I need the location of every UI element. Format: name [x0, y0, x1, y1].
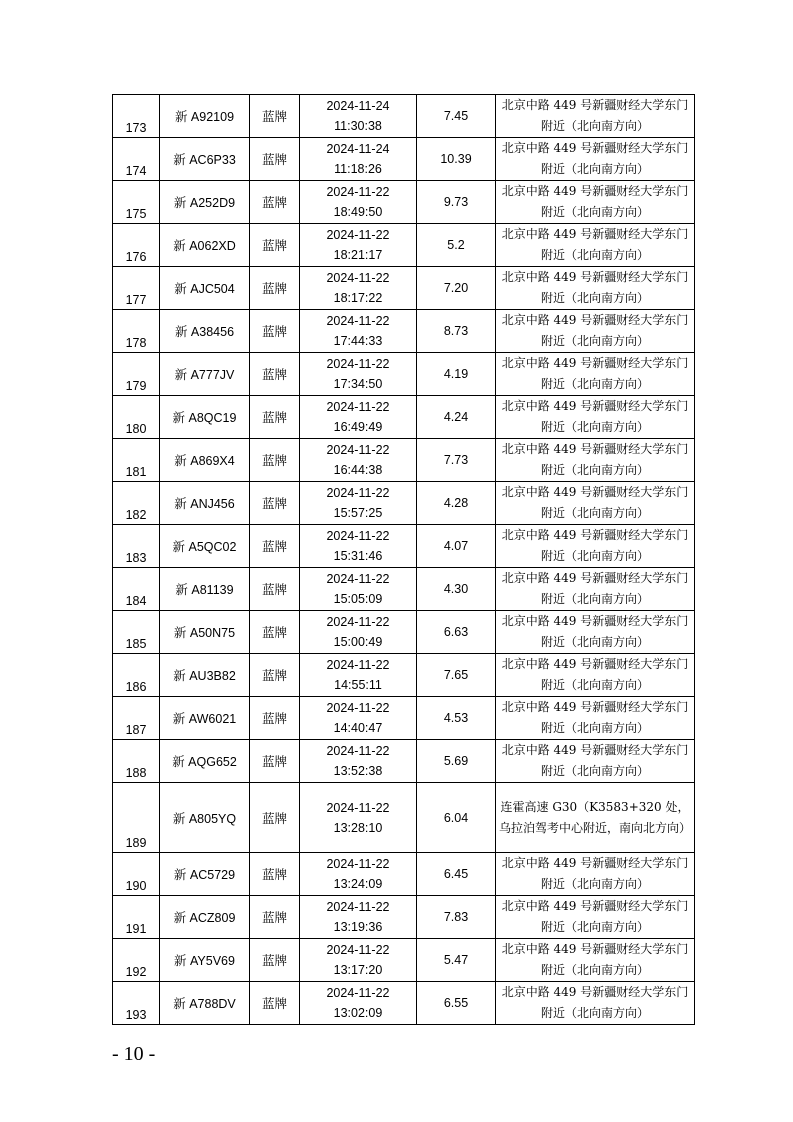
plate-number-cell: 新 A062XD	[160, 224, 250, 267]
row-index-cell: 176	[113, 224, 160, 267]
location-cell: 北京中路 449 号新疆财经大学东门附近（北向南方向）	[496, 740, 695, 783]
capture-date: 2024-11-22	[326, 800, 390, 815]
capture-date: 2024-11-24	[326, 99, 390, 113]
capture-time-cell	[300, 697, 417, 740]
location-cell: 北京中路 449 号新疆财经大学东门附近（北向南方向）	[496, 95, 695, 138]
capture-clock-time: 15:31:46	[333, 549, 383, 563]
row-index-cell: 173	[113, 95, 160, 138]
table-row	[113, 697, 695, 740]
table-row	[113, 267, 695, 310]
plate-number-cell: 新 A92109	[160, 95, 250, 138]
capture-time-cell	[300, 896, 417, 939]
records-table	[112, 94, 695, 1025]
measured-value-cell: 7.20	[417, 267, 496, 310]
measured-value-cell: 6.63	[417, 611, 496, 654]
capture-clock-time: 16:49:49	[333, 420, 383, 434]
location-cell: 连霍高速 G30（K3583+320 处，乌拉泊驾考中心附近，南向北方向）	[496, 783, 695, 853]
plate-color-cell: 蓝牌	[250, 267, 300, 310]
measured-value-cell: 4.30	[417, 568, 496, 611]
location-cell: 北京中路 449 号新疆财经大学东门附近（北向南方向）	[496, 896, 695, 939]
measured-value-cell: 5.47	[417, 939, 496, 982]
table-row	[113, 353, 695, 396]
capture-clock-time: 13:52:38	[333, 764, 383, 778]
location-cell: 北京中路 449 号新疆财经大学东门附近（北向南方向）	[496, 982, 695, 1025]
plate-number-cell: 新 A788DV	[160, 982, 250, 1025]
plate-number-cell: 新 A50N75	[160, 611, 250, 654]
capture-time-cell	[300, 525, 417, 568]
row-index-cell: 190	[113, 853, 160, 896]
table-row	[113, 982, 695, 1025]
plate-number-cell: 新 AY5V69	[160, 939, 250, 982]
location-cell: 北京中路 449 号新疆财经大学东门附近（北向南方向）	[496, 482, 695, 525]
capture-clock-time: 16:44:38	[333, 463, 383, 477]
capture-time-cell	[300, 654, 417, 697]
capture-time-cell	[300, 353, 417, 396]
row-index-cell: 183	[113, 525, 160, 568]
plate-color-cell: 蓝牌	[250, 224, 300, 267]
plate-color-cell: 蓝牌	[250, 181, 300, 224]
capture-date: 2024-11-22	[326, 400, 390, 414]
capture-date: 2024-11-22	[326, 572, 390, 586]
table-row	[113, 138, 695, 181]
location-cell: 北京中路 449 号新疆财经大学东门附近（北向南方向）	[496, 396, 695, 439]
capture-time-cell	[300, 568, 417, 611]
table-row	[113, 396, 695, 439]
capture-time-cell	[300, 982, 417, 1025]
plate-number-cell: 新 ANJ456	[160, 482, 250, 525]
capture-date: 2024-11-22	[326, 529, 390, 543]
capture-date: 2024-11-22	[326, 486, 390, 500]
capture-date: 2024-11-22	[326, 185, 390, 199]
capture-clock-time: 14:55:11	[334, 678, 382, 692]
plate-color-cell: 蓝牌	[250, 396, 300, 439]
row-index-cell: 174	[113, 138, 160, 181]
plate-color-cell: 蓝牌	[250, 853, 300, 896]
location-cell: 北京中路 449 号新疆财经大学东门附近（北向南方向）	[496, 611, 695, 654]
capture-date: 2024-11-22	[326, 443, 390, 457]
capture-clock-time: 14:40:47	[333, 721, 383, 735]
table-row	[113, 654, 695, 697]
capture-clock-time: 13:17:20	[333, 963, 383, 977]
location-cell: 北京中路 449 号新疆财经大学东门附近（北向南方向）	[496, 267, 695, 310]
table-row	[113, 95, 695, 138]
plate-number-cell: 新 A252D9	[160, 181, 250, 224]
plate-number-cell: 新 AJC504	[160, 267, 250, 310]
table-row	[113, 482, 695, 525]
capture-clock-time: 13:19:36	[333, 920, 383, 934]
capture-date: 2024-11-22	[326, 357, 390, 371]
plate-number-cell: 新 AC5729	[160, 853, 250, 896]
row-index-cell: 188	[113, 740, 160, 783]
plate-color-cell: 蓝牌	[250, 740, 300, 783]
plate-color-cell: 蓝牌	[250, 939, 300, 982]
plate-number-cell: 新 AW6021	[160, 697, 250, 740]
capture-clock-time: 15:00:49	[333, 635, 383, 649]
plate-number-cell: 新 A805YQ	[160, 783, 250, 853]
plate-color-cell: 蓝牌	[250, 439, 300, 482]
row-index-cell: 191	[113, 896, 160, 939]
location-cell: 北京中路 449 号新疆财经大学东门附近（北向南方向）	[496, 697, 695, 740]
plate-number-cell: 新 AQG652	[160, 740, 250, 783]
plate-number-cell: 新 ACZ809	[160, 896, 250, 939]
measured-value-cell: 4.24	[417, 396, 496, 439]
row-index-cell: 184	[113, 568, 160, 611]
location-cell: 北京中路 449 号新疆财经大学东门附近（北向南方向）	[496, 138, 695, 181]
records-table-body	[113, 95, 695, 1025]
location-cell: 北京中路 449 号新疆财经大学东门附近（北向南方向）	[496, 654, 695, 697]
plate-number-cell: 新 A38456	[160, 310, 250, 353]
plate-color-cell: 蓝牌	[250, 982, 300, 1025]
capture-time-cell	[300, 783, 417, 853]
plate-number-cell: 新 A81139	[160, 568, 250, 611]
capture-time-cell	[300, 439, 417, 482]
row-index-cell: 179	[113, 353, 160, 396]
location-cell: 北京中路 449 号新疆财经大学东门附近（北向南方向）	[496, 525, 695, 568]
capture-clock-time: 11:18:26	[334, 162, 382, 176]
plate-color-cell: 蓝牌	[250, 310, 300, 353]
row-index-cell: 175	[113, 181, 160, 224]
capture-clock-time: 17:34:50	[333, 377, 383, 391]
table-row	[113, 939, 695, 982]
plate-color-cell: 蓝牌	[250, 611, 300, 654]
measured-value-cell: 4.07	[417, 525, 496, 568]
capture-time-cell	[300, 853, 417, 896]
plate-color-cell: 蓝牌	[250, 654, 300, 697]
measured-value-cell: 4.53	[417, 697, 496, 740]
table-row	[113, 181, 695, 224]
measured-value-cell: 9.73	[417, 181, 496, 224]
capture-date: 2024-11-22	[326, 857, 390, 871]
row-index-cell: 186	[113, 654, 160, 697]
capture-time-cell	[300, 611, 417, 654]
measured-value-cell: 6.45	[417, 853, 496, 896]
plate-color-cell: 蓝牌	[250, 138, 300, 181]
capture-date: 2024-11-22	[326, 314, 390, 328]
location-cell: 北京中路 449 号新疆财经大学东门附近（北向南方向）	[496, 439, 695, 482]
table-row	[113, 568, 695, 611]
capture-date: 2024-11-22	[326, 228, 390, 242]
capture-date: 2024-11-22	[326, 615, 390, 629]
table-row	[113, 783, 695, 853]
measured-value-cell: 7.45	[417, 95, 496, 138]
capture-date: 2024-11-22	[326, 658, 390, 672]
table-row	[113, 224, 695, 267]
plate-number-cell: 新 A777JV	[160, 353, 250, 396]
measured-value-cell: 5.69	[417, 740, 496, 783]
plate-color-cell: 蓝牌	[250, 525, 300, 568]
plate-color-cell: 蓝牌	[250, 568, 300, 611]
capture-date: 2024-11-22	[326, 744, 390, 758]
location-cell: 北京中路 449 号新疆财经大学东门附近（北向南方向）	[496, 224, 695, 267]
capture-clock-time: 13:02:09	[333, 1006, 383, 1020]
table-row	[113, 310, 695, 353]
plate-number-cell: 新 AU3B82	[160, 654, 250, 697]
measured-value-cell: 7.65	[417, 654, 496, 697]
capture-time-cell	[300, 939, 417, 982]
row-index-cell: 177	[113, 267, 160, 310]
measured-value-cell: 5.2	[417, 224, 496, 267]
location-cell: 北京中路 449 号新疆财经大学东门附近（北向南方向）	[496, 853, 695, 896]
table-row	[113, 896, 695, 939]
capture-date: 2024-11-22	[326, 986, 390, 1000]
table-row	[113, 740, 695, 783]
measured-value-cell: 4.28	[417, 482, 496, 525]
row-index-cell: 178	[113, 310, 160, 353]
capture-time-cell	[300, 740, 417, 783]
location-cell: 北京中路 449 号新疆财经大学东门附近（北向南方向）	[496, 568, 695, 611]
measured-value-cell: 4.19	[417, 353, 496, 396]
capture-date: 2024-11-24	[326, 142, 390, 156]
table-row	[113, 525, 695, 568]
location-cell: 北京中路 449 号新疆财经大学东门附近（北向南方向）	[496, 181, 695, 224]
capture-clock-time: 13:24:09	[333, 877, 383, 891]
row-index-cell: 182	[113, 482, 160, 525]
capture-clock-time: 18:49:50	[333, 205, 383, 219]
page-number: - 10 -	[112, 1043, 156, 1065]
capture-date: 2024-11-22	[326, 701, 390, 715]
location-cell: 北京中路 449 号新疆财经大学东门附近（北向南方向）	[496, 310, 695, 353]
capture-clock-time: 18:21:17	[333, 248, 383, 262]
capture-clock-time: 13:28:10	[333, 820, 383, 835]
plate-number-cell: 新 A5QC02	[160, 525, 250, 568]
plate-color-cell: 蓝牌	[250, 896, 300, 939]
capture-clock-time: 17:44:33	[333, 334, 383, 348]
row-index-cell: 185	[113, 611, 160, 654]
measured-value-cell: 7.83	[417, 896, 496, 939]
plate-number-cell: 新 A869X4	[160, 439, 250, 482]
capture-date: 2024-11-22	[326, 943, 390, 957]
row-index-cell: 192	[113, 939, 160, 982]
capture-clock-time: 15:05:09	[333, 592, 383, 606]
capture-time-cell	[300, 310, 417, 353]
measured-value-cell: 7.73	[417, 439, 496, 482]
plate-number-cell: 新 A8QC19	[160, 396, 250, 439]
table-row	[113, 611, 695, 654]
plate-color-cell: 蓝牌	[250, 697, 300, 740]
plate-color-cell: 蓝牌	[250, 353, 300, 396]
capture-clock-time: 11:30:38	[334, 119, 382, 133]
row-index-cell: 187	[113, 697, 160, 740]
measured-value-cell: 8.73	[417, 310, 496, 353]
location-cell: 北京中路 449 号新疆财经大学东门附近（北向南方向）	[496, 353, 695, 396]
capture-time-cell	[300, 95, 417, 138]
measured-value-cell: 6.04	[417, 783, 496, 853]
capture-time-cell	[300, 138, 417, 181]
capture-time-cell	[300, 482, 417, 525]
measured-value-cell: 6.55	[417, 982, 496, 1025]
capture-time-cell	[300, 396, 417, 439]
row-index-cell: 189	[113, 783, 160, 853]
plate-color-cell: 蓝牌	[250, 783, 300, 853]
plate-color-cell: 蓝牌	[250, 95, 300, 138]
row-index-cell: 193	[113, 982, 160, 1025]
capture-clock-time: 15:57:25	[333, 506, 383, 520]
plate-number-cell: 新 AC6P33	[160, 138, 250, 181]
capture-date: 2024-11-22	[326, 271, 390, 285]
table-row	[113, 439, 695, 482]
plate-color-cell: 蓝牌	[250, 482, 300, 525]
capture-date: 2024-11-22	[326, 900, 390, 914]
location-cell: 北京中路 449 号新疆财经大学东门附近（北向南方向）	[496, 939, 695, 982]
capture-time-cell	[300, 181, 417, 224]
row-index-cell: 180	[113, 396, 160, 439]
capture-time-cell	[300, 224, 417, 267]
table-row	[113, 853, 695, 896]
measured-value-cell: 10.39	[417, 138, 496, 181]
capture-time-cell	[300, 267, 417, 310]
capture-clock-time: 18:17:22	[333, 291, 383, 305]
row-index-cell: 181	[113, 439, 160, 482]
